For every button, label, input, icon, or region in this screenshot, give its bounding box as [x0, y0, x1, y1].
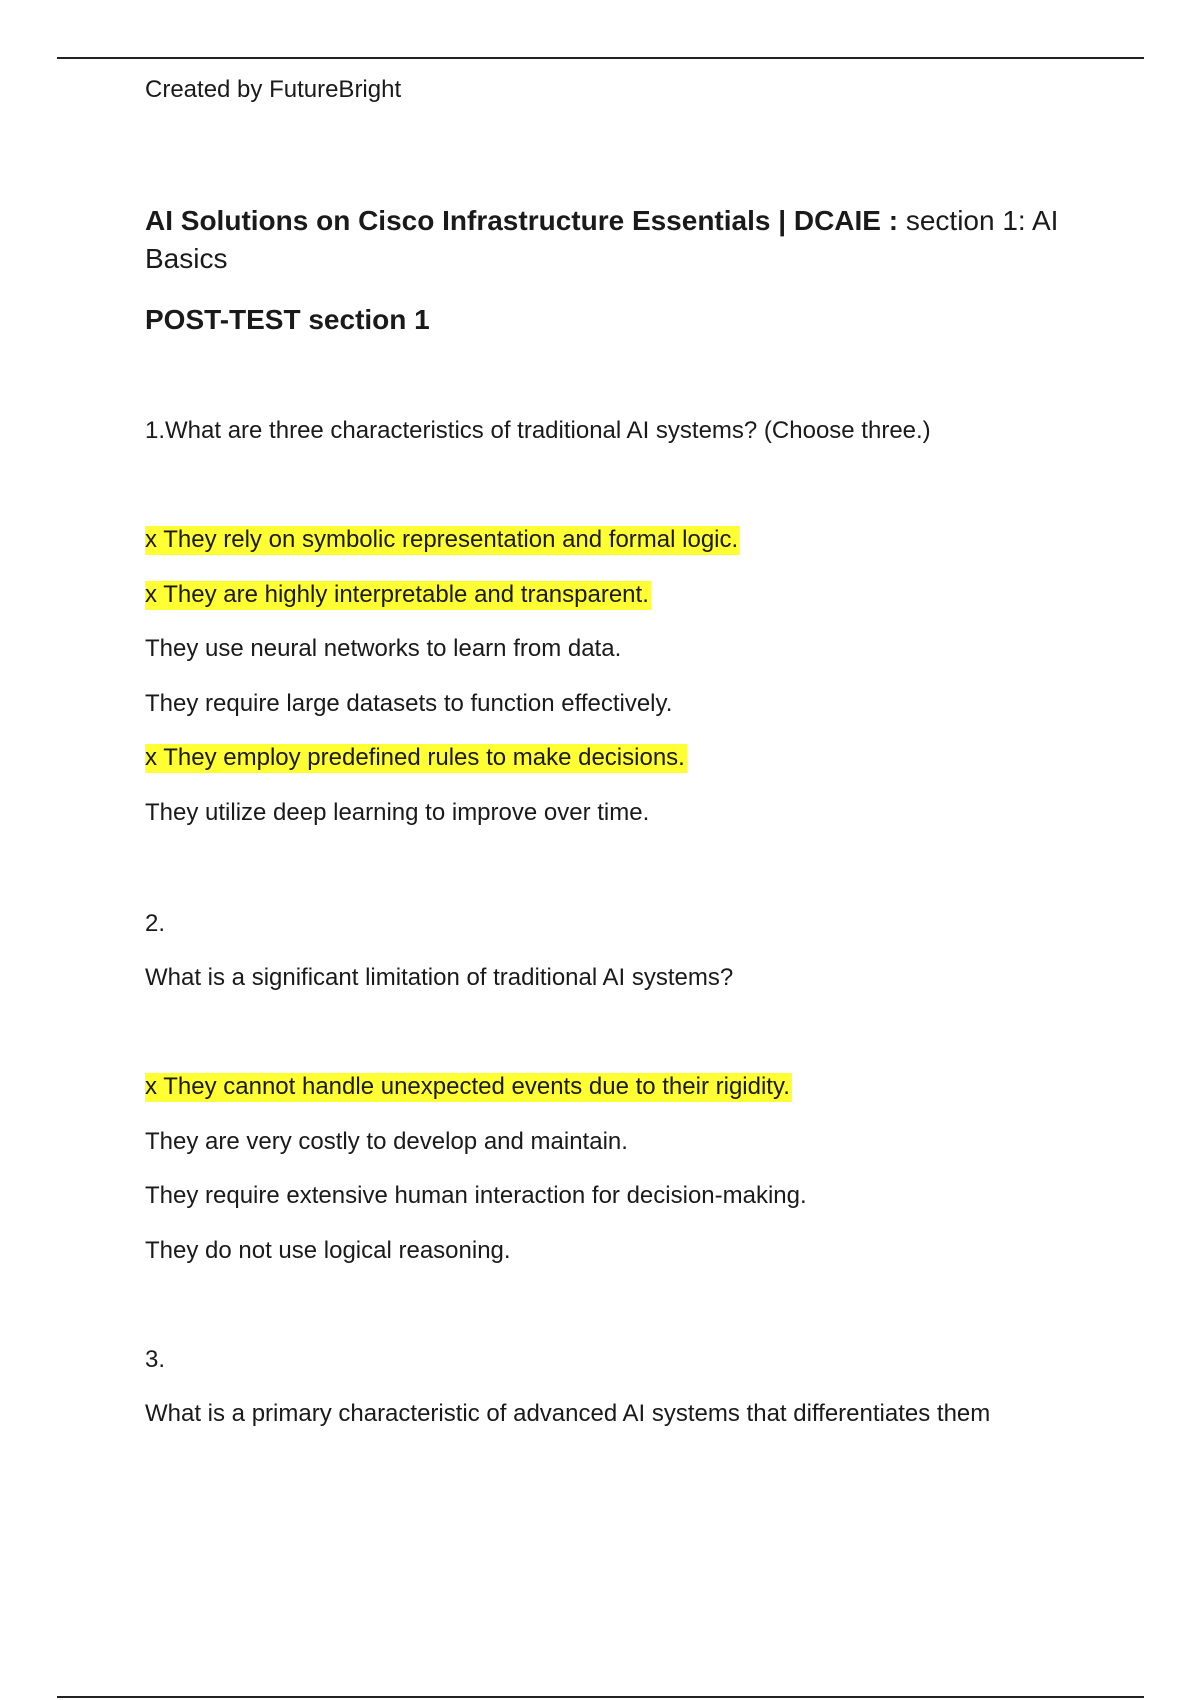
- question-2-option-3: [145, 1180, 807, 1212]
- document-title-rest: section 1: AI Basics: [145, 205, 1059, 274]
- top-rule: [57, 57, 1144, 59]
- question-2-text: What is a significant limitation of traditional AI systems?: [145, 964, 734, 991]
- option-text: They require large datasets to function effectively.: [145, 690, 673, 717]
- bottom-rule: [57, 1696, 1144, 1698]
- question-2-number: 2.: [145, 910, 166, 937]
- option-text: They require extensive human interaction for decision-making.: [145, 1182, 807, 1209]
- option-text: They use neural networks to learn from data.: [145, 635, 622, 662]
- question-1-option-1: [145, 524, 740, 556]
- question-2-option-2: [145, 1126, 628, 1158]
- option-text: They do not use logical reasoning.: [145, 1237, 511, 1264]
- question-1-text: 1.What are three characteristics of traditional AI systems? (Choose three.): [145, 417, 931, 444]
- question-2-option-1: [145, 1071, 792, 1103]
- option-text: They are very costly to develop and maintain.: [145, 1128, 628, 1155]
- question-3-text: What is a primary characteristic of advanced AI systems that differentiates them: [145, 1400, 991, 1427]
- document-title: [145, 202, 1075, 278]
- question-1-option-2: [145, 579, 651, 611]
- option-text: x They employ predefined rules to make decisions.: [145, 744, 685, 771]
- question-1-option-4: [145, 688, 672, 720]
- question-2-option-4: [145, 1235, 511, 1267]
- option-text: x They rely on symbolic representation and formal logic.: [145, 526, 739, 553]
- question-1-option-5: [145, 742, 687, 774]
- option-text: x They cannot handle unexpected events due to their rigidity.: [145, 1073, 790, 1100]
- question-1-option-6: [145, 797, 649, 829]
- section-subtitle: POST-TEST section 1: [145, 304, 430, 335]
- document-title-strong: AI Solutions on Cisco Infrastructure Essentials | DCAIE :: [145, 205, 899, 236]
- option-text: They utilize deep learning to improve over time.: [145, 799, 650, 826]
- question-3-number: 3.: [145, 1346, 166, 1373]
- created-by-note: Created by FutureBright: [145, 76, 402, 103]
- option-text: x They are highly interpretable and transparent.: [145, 581, 649, 608]
- question-1-option-3: [145, 633, 621, 665]
